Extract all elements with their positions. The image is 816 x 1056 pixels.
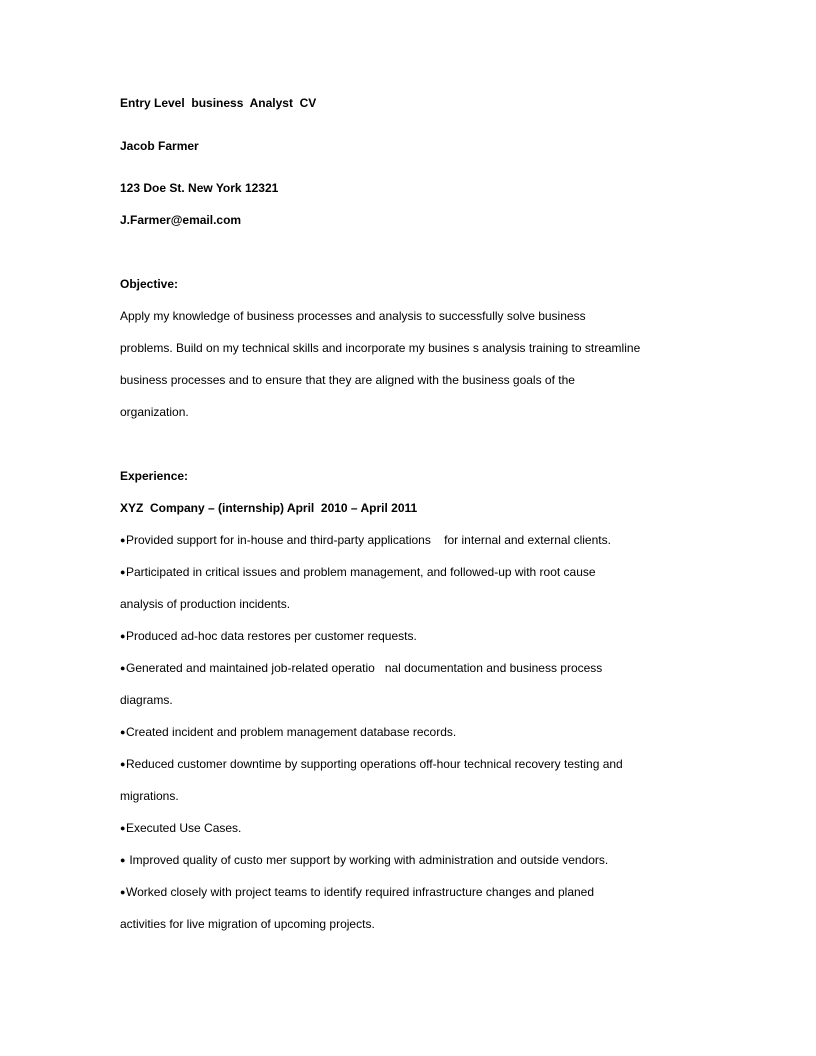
job-title: XYZ Company – (internship) April 2010 – April 2011 bbox=[120, 501, 418, 515]
experience-text: Executed Use Cases. bbox=[126, 821, 242, 835]
experience-text: Produced ad-hoc data restores per customer requests. bbox=[126, 629, 417, 643]
experience-bullet-item bbox=[120, 565, 596, 579]
experience-heading: Experience: bbox=[120, 469, 189, 483]
candidate-name: Jacob Farmer bbox=[120, 139, 199, 153]
objective-line: business processes and to ensure that they are aligned with the business goals of the bbox=[120, 373, 575, 387]
document-title: Entry Level business Analyst CV bbox=[120, 96, 317, 110]
experience-text: analysis of production incidents. bbox=[120, 597, 291, 611]
bullet-icon: ● bbox=[120, 535, 126, 545]
experience-text: Worked closely with project teams to identify required infrastructure changes and planed bbox=[126, 885, 595, 899]
experience-text: Participated in critical issues and problem management, and followed-up with root cause bbox=[126, 565, 596, 579]
experience-continuation-line bbox=[120, 789, 179, 803]
experience-text: Improved quality of custo mer support by working with administration and outside vendors. bbox=[126, 853, 609, 867]
experience-text: Generated and maintained job-related operatio nal documentation and business process bbox=[126, 661, 603, 675]
experience-text: Created incident and problem management database records. bbox=[126, 725, 457, 739]
bullet-icon: ● bbox=[120, 727, 126, 737]
objective-heading: Objective: bbox=[120, 277, 179, 291]
experience-text: Reduced customer downtime by supporting operations off-hour technical recovery testing and bbox=[126, 757, 623, 771]
candidate-email: J.Farmer@email.com bbox=[120, 213, 242, 227]
candidate-address: 123 Doe St. New York 12321 bbox=[120, 181, 279, 195]
experience-bullet-item bbox=[120, 661, 602, 675]
experience-continuation-line bbox=[120, 597, 290, 611]
bullet-icon: ● bbox=[120, 567, 126, 577]
objective-line: organization. bbox=[120, 405, 189, 419]
objective-line: Apply my knowledge of business processes and analysis to successfully solve business bbox=[120, 309, 586, 323]
bullet-icon: ● bbox=[120, 887, 126, 897]
bullet-icon: ● bbox=[120, 759, 126, 769]
bullet-icon: ● bbox=[120, 855, 126, 865]
experience-bullet-item bbox=[120, 757, 623, 771]
experience-text: diagrams. bbox=[120, 693, 173, 707]
bullet-icon: ● bbox=[120, 631, 126, 641]
experience-bullet-item bbox=[120, 629, 417, 643]
bullet-icon: ● bbox=[120, 823, 126, 833]
experience-bullet-item bbox=[120, 885, 594, 899]
experience-text: Provided support for in-house and third-party applications for internal and external clients. bbox=[126, 533, 611, 547]
experience-bullet-item bbox=[120, 853, 608, 867]
experience-continuation-line bbox=[120, 693, 173, 707]
experience-text: activities for live migration of upcoming projects. bbox=[120, 917, 375, 931]
experience-bullet-item bbox=[120, 533, 611, 547]
experience-bullet-item bbox=[120, 725, 456, 739]
bullet-icon: ● bbox=[120, 663, 126, 673]
experience-bullet-item bbox=[120, 821, 241, 835]
experience-text: migrations. bbox=[120, 789, 179, 803]
experience-continuation-line bbox=[120, 917, 375, 931]
objective-line: problems. Build on my technical skills and incorporate my busines s analysis training to streamline bbox=[120, 341, 641, 355]
